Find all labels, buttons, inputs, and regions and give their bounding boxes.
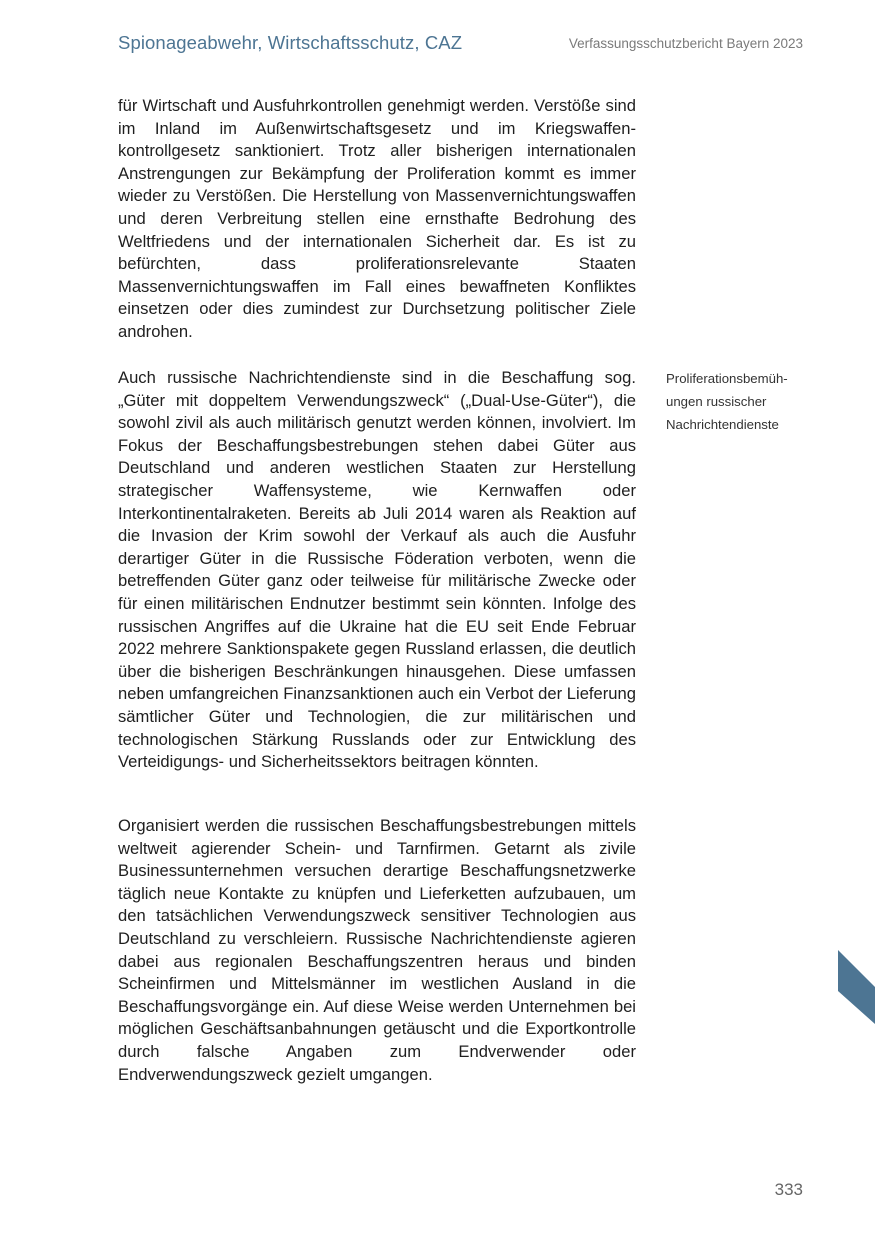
margin-note-line: Proliferationsbemüh- — [666, 371, 788, 386]
body-paragraph: Auch russische Nachrichtendienste sind in die Beschaffung sog. „Güter mit doppeltem Verwendungszweck“ („Dual-Use-Güter“), die sowohl zivil als auch militärisch genutzt werden können, involviert. Im Fokus der Beschaffungsbestrebungen stehen dabei Güter aus Deutschland und anderen westlichen Staaten zur Herstellung strategischer Waffensysteme, wie Kernwaffen oder Interkontinentalraketen. Bereits ab Juli 2014 waren als Reaktion auf die Invasion der Krim sowohl der Verkauf als auch die Ausfuhr derartiger Güter in die Russische Föderation verboten, wenn die betreffenden Güter ganz oder teilweise für militärische Zwecke oder für einen militärischen Endnutzer bestimmt sein könnten. Infolge des russischen Angriffes auf die Ukraine hat die EU seit Ende Februar 2022 mehrere Sanktionspakete gegen Russland erlassen, die deutlich über die bisherigen Beschränkungen hinausgehen. Diese umfassen neben umfangreichen Finanzsanktionen auch ein Verbot der Lieferung sämtlicher Güter und Technologien, die zur militärischen und technologischen Stärkung Russlands oder zur Entwicklung des Verteidigungs- und Sicherheitssektors beitragen könnten. — [118, 368, 636, 772]
section-title: Spionageabwehr, Wirtschaftsschutz, CAZ — [118, 32, 463, 53]
chapter-thumb-tab-shape — [838, 950, 875, 1024]
margin-note-line: Nachrichtendienste — [666, 417, 779, 432]
margin-note-line: ungen russischer — [666, 394, 767, 409]
margin-note — [666, 367, 816, 436]
body-paragraph: für Wirtschaft und Ausfuhrkontrollen genehmigt werden. Verstöße sind im Inland im Außenwirtschaftsgesetz und im Kriegswaffenkontrollgesetz sanktioniert. Trotz aller bisherigen internationalen Anstrengungen zur Bekämpfung der Proliferation kommt es immer wieder zu Verstößen. Die Herstellung von Massenvernichtungswaffen und deren Verbreitung stellen eine ernsthafte Bedrohung des Weltfriedens und der internationalen Sicherheit dar. Es ist zu befürchten, dass proliferationsrelevante Staaten Massenvernichtungswaffen im Fall eines bewaffneten Konfliktes einsetzen oder dies zumindest zur Durchsetzung politischer Ziele androhen. — [118, 96, 636, 341]
body-paragraph: Organisiert werden die russischen Beschaffungsbestrebungen mittels weltweit agierender Schein- und Tarnfirmen. Getarnt als zivile Businessunternehmen versuchen derartige Beschaffungsnetzwerke täglich neue Kontakte zu knüpfen und Lieferketten aufzubauen, um den tatsächlichen Verwendungszweck sensitiver Technologien aus Deutschland zu verschleiern. Russische Nachrichtendienste agieren dabei aus regionalen Beschaffungszentren heraus und binden Scheinfirmen und Mittelsmänner im westlichen Ausland in die Beschaffungsvorgänge ein. Auf diese Weise werden Unternehmen bei möglichen Geschäftsanbahnungen getäuscht und die Exportkontrolle durch falsche Angaben zum Endverwender oder Endverwendungszweck gezielt umgangen. — [118, 816, 636, 1084]
page-number: 333 — [774, 1180, 803, 1199]
chapter-thumb-tab — [838, 950, 875, 1024]
report-title: Verfassungsschutzbericht Bayern 2023 — [568, 36, 803, 51]
